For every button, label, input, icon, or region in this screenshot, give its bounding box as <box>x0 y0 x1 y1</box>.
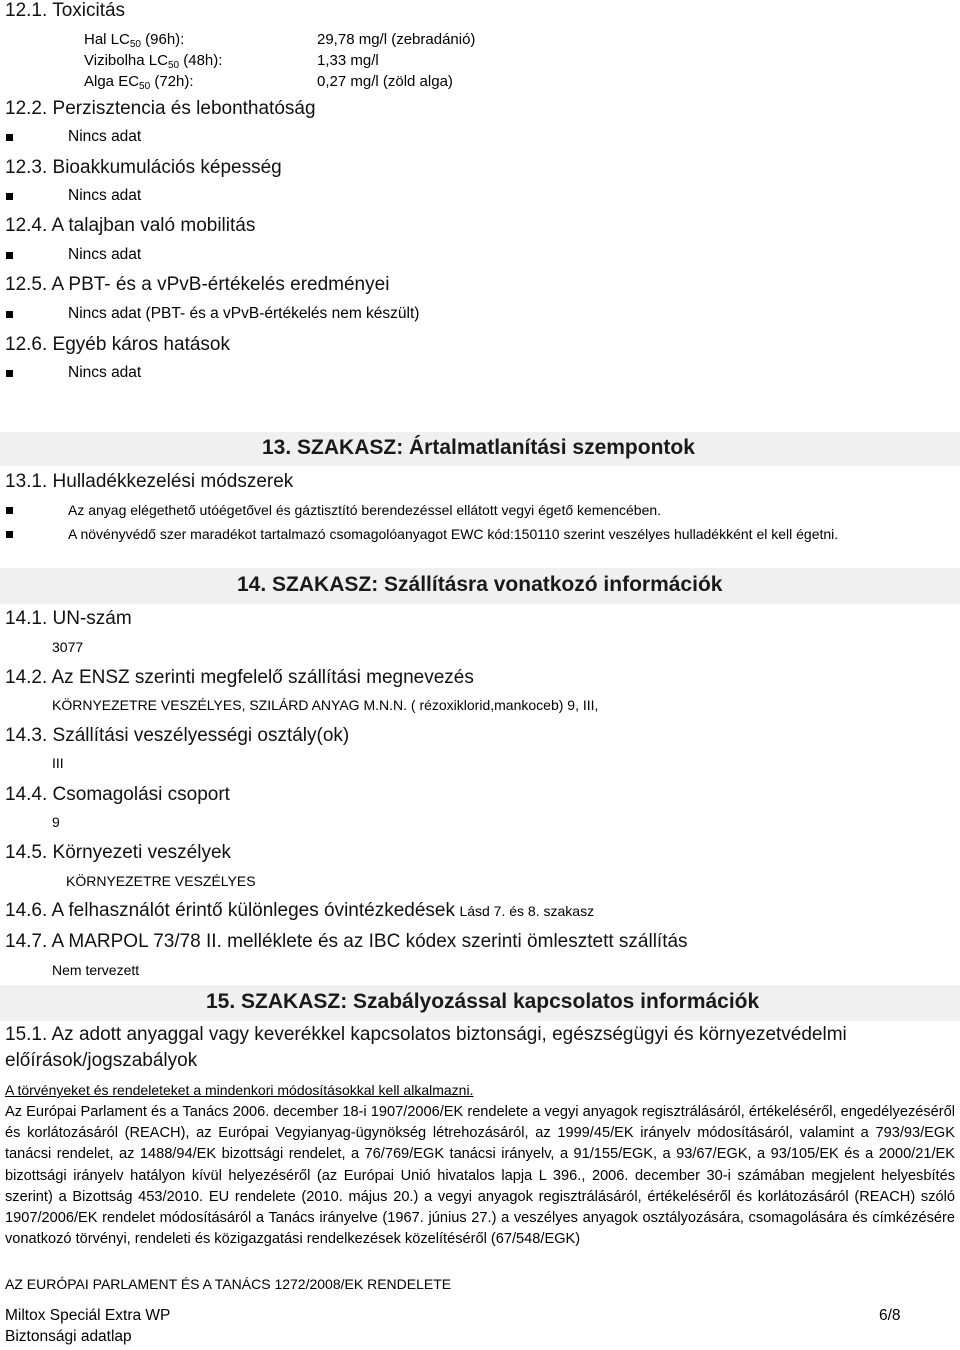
bullet-icon <box>6 507 13 514</box>
heading-12-3: 12.3. Bioakkumulációs képesség <box>5 157 282 178</box>
value-14-2: KÖRNYEZETRE VESZÉLYES, SZILÁRD ANYAG M.N.N. ( rézoxiklorid,mankoceb) 9, III, <box>52 697 599 713</box>
section-14-title: 14. SZAKASZ: Szállításra vonatkozó információk <box>237 573 723 596</box>
footer-page-number: 6/8 <box>879 1307 901 1324</box>
item-12-6: Nincs adat <box>68 364 142 381</box>
bullet-icon <box>6 134 13 141</box>
section-15-title: 15. SZAKASZ: Szabályozással kapcsolatos információk <box>206 990 760 1013</box>
value-14-6: Lásd 7. és 8. szakasz <box>459 903 595 919</box>
heading-14-6: 14.6. A felhasználót érintő különleges óvintézkedések <box>5 900 455 921</box>
tox-label-algae: Alga $EC_{50}$ (72h): <box>84 73 194 92</box>
tox-value-daphnia: 1,33 mg/l <box>317 52 379 69</box>
value-14-5: KÖRNYEZETRE VESZÉLYES <box>66 873 256 889</box>
heading-14-3: 14.3. Szállítási veszélyességi osztály(ok) <box>5 725 350 746</box>
bullet-icon <box>6 193 13 200</box>
heading-14-6-row <box>5 900 594 922</box>
heading-15-1-line2: előírások/jogszabályok <box>5 1050 198 1071</box>
heading-15-1-line1: 15.1. Az adott anyaggal vagy keverékkel kapcsolatos biztonsági, egészségügyi és környezetvédelmi <box>5 1024 847 1045</box>
heading-14-5: 14.5. Környezeti veszélyek <box>5 842 232 863</box>
bullet-icon <box>6 531 13 538</box>
tox-label-fish: Hal $LC_{50}$ (96h): <box>84 31 185 50</box>
heading-12-5: 12.5. A PBT- és a vPvB-értékelés eredményei <box>5 274 390 295</box>
heading-12-2: 12.2. Perzisztencia és lebonthatóság <box>5 98 316 119</box>
tox-value-algae: 0,27 mg/l (zöld alga) <box>317 73 453 90</box>
toxicity-labels <box>84 29 222 92</box>
bullet-icon <box>6 311 13 318</box>
heading-12-4: 12.4. A talajban való mobilitás <box>5 215 256 236</box>
section-13-title: 13. SZAKASZ: Ártalmatlanítási szempontok <box>262 436 695 459</box>
item-13-1: Az anyag elégethető utóégetővel és gáztisztító berendezéssel ellátott vegyi égető kemencében. <box>68 502 662 518</box>
heading-14-2: 14.2. Az ENSZ szerinti megfelelő szállítási megnevezés <box>5 667 474 688</box>
tox-value-fish: 29,78 mg/l (zebradánió) <box>317 31 476 48</box>
item-12-4: Nincs adat <box>68 246 142 263</box>
item-13-2: A növényvédő szer maradékot tartalmazó csomagolóanyagot EWC kód:150110 szerint veszélyes hulladékként el kell égetni. <box>68 526 839 542</box>
value-14-7: Nem tervezett <box>52 962 140 978</box>
heading-14-7: 14.7. A MARPOL 73/78 II. melléklete és az IBC kódex szerinti ömlesztett szállítás <box>5 931 688 952</box>
bullet-icon <box>6 252 13 259</box>
value-14-3: III <box>52 755 64 771</box>
footer-doc-type: Biztonsági adatlap <box>5 1328 132 1345</box>
regulation-note: A törvényeket és rendeleteket a mindenkori módosításokkal kell alkalmazni. <box>5 1082 474 1098</box>
tox-label-daphnia: Vizibolha $LC_{50}$ (48h): <box>84 52 223 71</box>
value-14-1: 3077 <box>52 639 84 655</box>
regulation-last: AZ EURÓPAI PARLAMENT ÉS A TANÁCS 1272/2008/EK RENDELETE <box>5 1276 452 1292</box>
heading-13-1: 13.1. Hulladékkezelési módszerek <box>5 471 294 492</box>
heading-14-1: 14.1. UN-szám <box>5 608 132 629</box>
heading-12-1: 12.1. Toxicitás <box>5 0 126 21</box>
heading-14-4: 14.4. Csomagolási csoport <box>5 784 230 805</box>
footer-product: Miltox Speciál Extra WP <box>5 1307 171 1324</box>
bullet-icon <box>6 370 13 377</box>
regulation-paragraph: Az Európai Parlament és a Tanács 2006. december 18-i 1907/2006/EK rendelete a vegyi anyagok regisztrálásáról, értékeléséről, engedélyezéséről és korlátozásáról (REACH), az Európai Vegyianyag-ügynökség létrehozásáról, az 1999/45/EK irányelv módosításáról, valamint a 793/93/EGK tanácsi rendelet, az 1488/94/EK bizottsági rendelet, a 76/769/EGK tanácsi irányelv, a 91/155/EGK, a 93/67/EGK, a 93/105/EK és a 2000/21/EK bizottsági irányelv hatályon kívül helyezéséről (az Európai Unió hivatalos lapja L 396., 2006. december 30-i számában megjelent helyesbítés szerint) a Bizottság 453/2010. EU rendelete (2010. május 20.) a vegyi anyagok regisztrálásáról, értékeléséről és korlátozásáról (REACH) szóló 1907/2006/EK rendelet módosításáról a Tanács irányelve (1967. június 27.) a veszélyes anyagok osztályozására, csomagolására és címkézésére vonatkozó törvényi, rendeleti és közigazgatási rendelkezések közelítéséről (67/548/EGK) <box>5 1104 955 1248</box>
item-12-3: Nincs adat <box>68 187 142 204</box>
item-12-2: Nincs adat <box>68 128 142 145</box>
toxicity-values <box>317 29 475 92</box>
value-14-4: 9 <box>52 814 60 830</box>
heading-12-6: 12.6. Egyéb káros hatások <box>5 334 230 355</box>
item-12-5: Nincs adat (PBT- és a vPvB-értékelés nem készült) <box>68 305 420 322</box>
